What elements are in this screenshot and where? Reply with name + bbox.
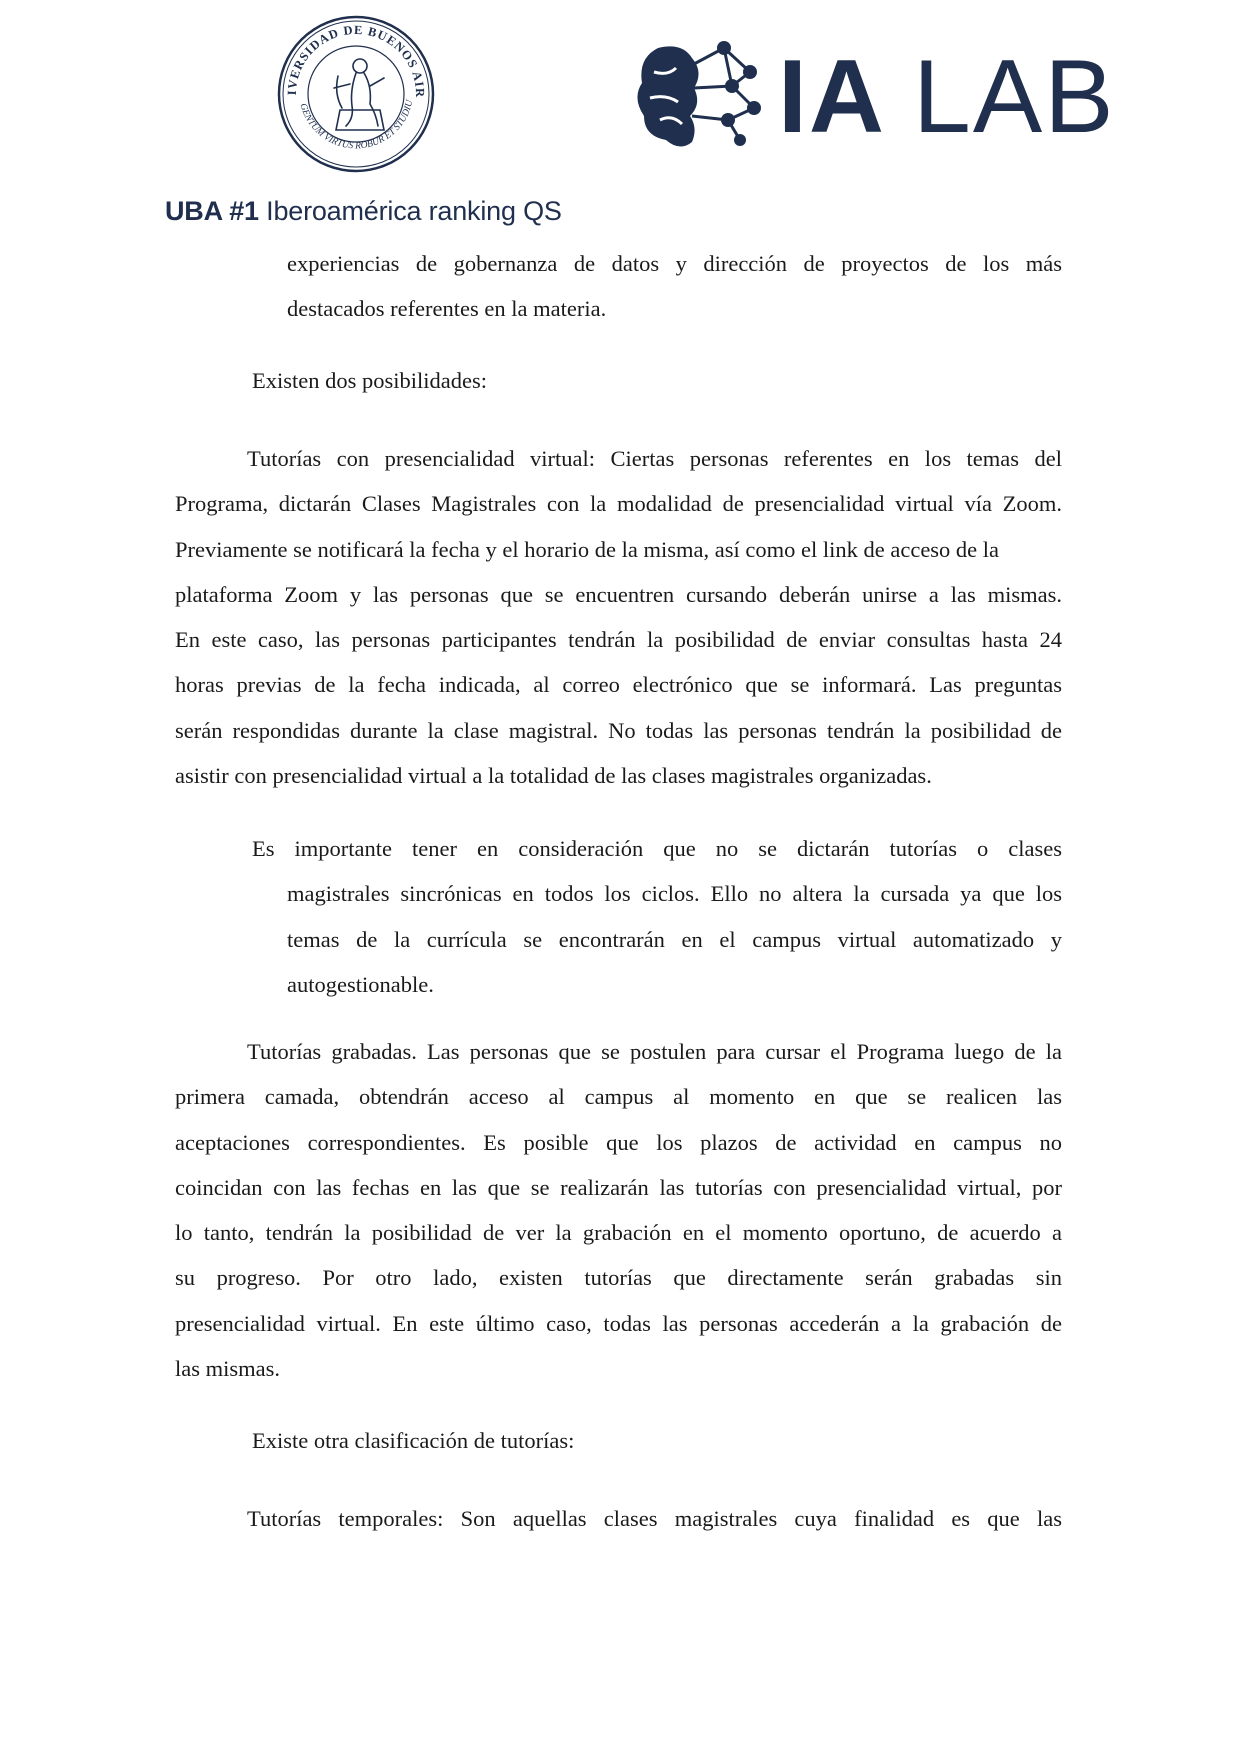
p4-line-3: temas de la currícula se encontrarán en el campus virtual automatizado y: [287, 926, 1062, 952]
p3-line-8: asistir con presencialidad virtual a la totalidad de las clases magistrales organizadas.: [175, 763, 932, 789]
paragraph-2: [252, 358, 1052, 403]
p3-line-4: plataforma Zoom y las personas que se encuentren cursando deberán unirse a las mismas.: [175, 581, 1062, 607]
ialab-logo-ia: IA: [778, 39, 886, 155]
paragraph-4: [252, 826, 1062, 1007]
p3-line-5: En este caso, las personas participantes tendrán la posibilidad de enviar consultas hasta 24: [175, 627, 1062, 653]
paragraph-5: [175, 1029, 1062, 1391]
paragraph-6: [252, 1418, 1052, 1463]
paragraph-3: [175, 436, 1062, 798]
seal-motto-text: GENTUM VIRTUS ROBUR ET STUDIU: [297, 99, 416, 152]
p2-line: Existen dos posibilidades:: [252, 368, 487, 393]
ranking-text: Iberoamérica ranking QS: [266, 196, 562, 226]
p4-line-4: autogestionable.: [287, 971, 434, 997]
p6-line: Existe otra clasificación de tutorías:: [252, 1428, 575, 1453]
p5-line-1: Tutorías grabadas. Las personas que se postulen para cursar el Programa luego de la: [247, 1039, 1062, 1064]
svg-text:UNIVERSIDAD DE BUENOS AIRES: [276, 14, 427, 98]
p1-line-2: destacados referentes en la materia.: [287, 296, 607, 322]
p1-line-1: experiencias de gobernanza de datos y dirección de proyectos de los más: [287, 251, 1062, 276]
p5-line-3: aceptaciones correspondientes. Es posible que los plazos de actividad en campus no: [175, 1129, 1062, 1155]
seal-top-text: IVERSIDAD DE BUENOS AIR: [284, 22, 428, 99]
p5-line-8: las mismas.: [175, 1356, 280, 1382]
p3-line-1: Tutorías con presencialidad virtual: Ciertas personas referentes en los temas del: [247, 446, 1062, 471]
p3-line-3: Previamente se notificará la fecha y el horario de la misma, así como el link de acceso de la: [175, 536, 1000, 562]
p5-line-6: su progreso. Por otro lado, existen tutorías que directamente serán grabadas sin: [175, 1265, 1062, 1291]
p3-line-2: Programa, dictarán Clases Magistrales con la modalidad de presencialidad virtual vía Zoom.: [175, 491, 1062, 517]
p5-line-7: presencialidad virtual. En este último caso, todas las personas accederán a la grabación de: [175, 1310, 1062, 1336]
ialab-logo: [628, 28, 1116, 158]
p5-line-4: coincidan con las fechas en las que se realizarán las tutorías con presencialidad virtual, por: [175, 1174, 1062, 1200]
p4-line-1: Es importante tener en consideración que no se dictarán tutorías o clases: [252, 836, 1062, 861]
p4-line-2: magistrales sincrónicas en todos los ciclos. Ello no altera la cursada ya que los: [287, 881, 1062, 907]
p3-line-6: horas previas de la fecha indicada, al correo electrónico que se informará. Las preguntas: [175, 672, 1062, 698]
p7-line-1: Tutorías temporales: Son aquellas clases magistrales cuya finalidad es que las: [247, 1506, 1062, 1531]
ialab-logo-lab: LAB: [913, 39, 1116, 155]
brain-network-icon: [637, 41, 761, 147]
ranking-banner: [165, 196, 562, 227]
uba-seal-logo: [276, 14, 436, 174]
paragraph-1: [287, 241, 1062, 332]
p5-line-5: lo tanto, tendrán la posibilidad de ver la grabación en el momento oportuno, de acuerdo a: [175, 1220, 1062, 1246]
paragraph-7: [247, 1496, 1062, 1541]
p3-line-7: serán respondidas durante la clase magistral. No todas las personas tendrán la posibilidad de: [175, 717, 1062, 743]
ranking-bold: UBA #1: [165, 196, 259, 226]
p5-line-2: primera camada, obtendrán acceso al campus al momento en que se realicen las: [175, 1084, 1062, 1110]
